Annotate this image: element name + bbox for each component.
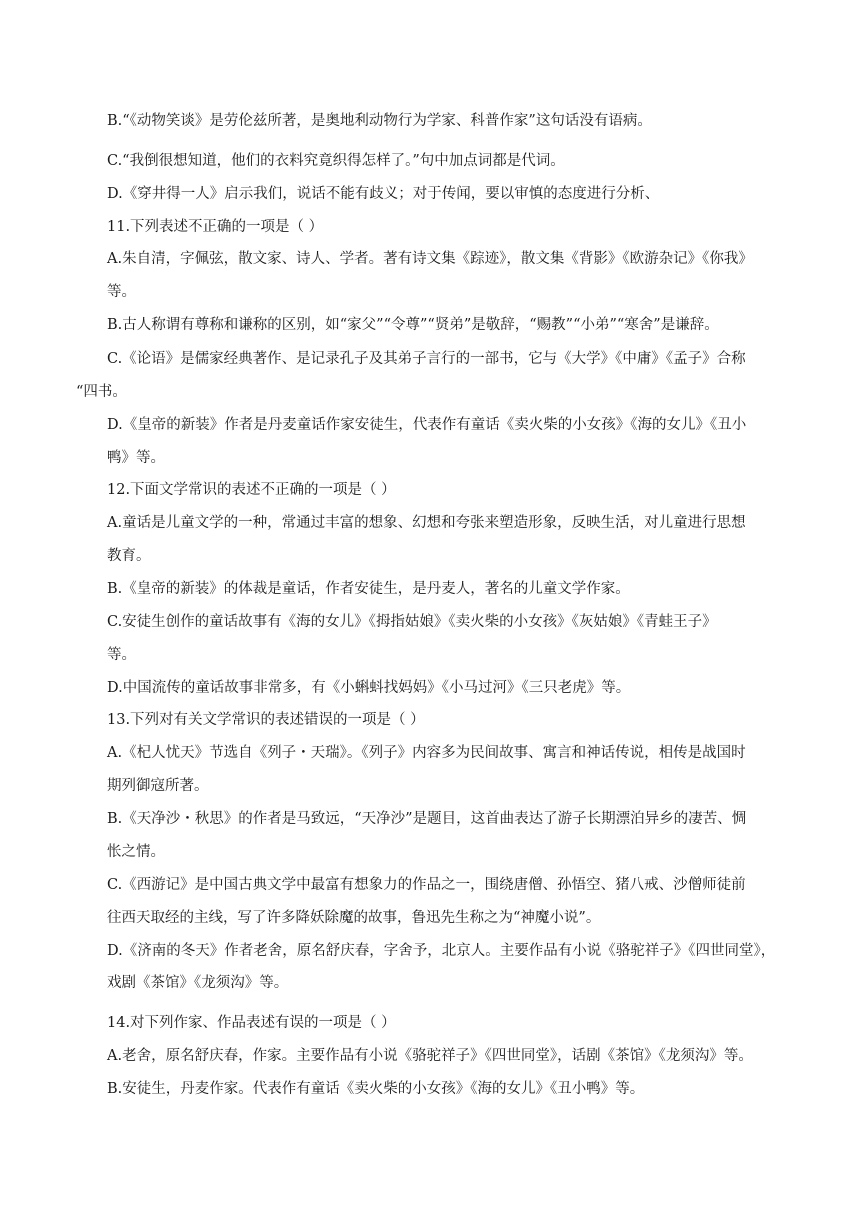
q11-option-b: B.古人称谓有尊称和谦称的区别，如“家父”“令尊”“贤弟”是敬辞，“赐教”“小弟”“寒舍”是谦辞。: [107, 317, 719, 333]
q13-option-d-line1: D.《济南的冬天》作者老舍，原名舒庆春，字舍予，北京人。主要作品有小说《骆驼祥子》《四世同堂》，: [107, 943, 776, 959]
q12-option-b: B.《皇帝的新装》的体裁是童话，作者安徒生，是丹麦人，著名的儿童文学作家。: [107, 581, 630, 597]
q11-option-d-line1: D.《皇帝的新装》作者是丹麦童话作家安徒生，代表作有童话《卖火柴的小女孩》《海的女儿》《丑小: [107, 417, 747, 433]
q12-option-a-line1: A.童话是儿童文学的一种，常通过丰富的想象、幻想和夸张来塑造形象，反映生活，对儿童进行思想: [107, 515, 746, 531]
question-14-title: 14.对下列作家、作品表述有误的一项是（ ）: [107, 1015, 396, 1031]
q11-option-a-line1: A.朱自清，字佩弦，散文家、诗人、学者。著有诗文集《踪迹》，散文集《背影》《欧游杂记》《你我》: [107, 251, 753, 267]
q13-option-a-line1: A.《杞人忧天》节选自《列子・天瑞》。《列子》内容多为民间故事、寓言和神话传说，相传是战国时: [107, 745, 746, 761]
question-13-title: 13.下列对有关文学常识的表述错误的一项是（ ）: [107, 712, 425, 728]
q13-option-a-line2: 期列御寇所著。: [107, 778, 209, 794]
text-line-option-c: C.“我倒很想知道，他们的衣料究竟织得怎样了。”句中加点词都是代词。: [107, 153, 565, 169]
q12-option-a-line2: 教育。: [107, 548, 151, 564]
q12-option-c-line1: C.安徒生创作的童话故事有《海的女儿》《拇指姑娘》《卖火柴的小女孩》《灰姑娘》《青蛙王子》: [107, 614, 717, 630]
text-line-option-b: B.“《动物笑谈》是劳伦兹所著，是奥地利动物行为学家、科普作家”这句话没有语病。: [107, 113, 652, 129]
q14-option-a: A.老舍，原名舒庆春，作家。主要作品有小说《骆驼祥子》《四世同堂》，话剧《茶馆》《龙须沟》等。: [107, 1048, 753, 1064]
q11-option-c-line2: “四书。: [76, 384, 127, 400]
q11-option-c-line1: C.《论语》是儒家经典著作、是记录孔子及其弟子言行的一部书，它与《大学》《中庸》《孟子》合称: [107, 351, 746, 367]
q13-option-d-line2: 戏剧《茶馆》《龙须沟》等。: [107, 975, 289, 991]
q13-option-c-line2: 往西天取经的主线，写了许多降妖除魔的故事，鲁迅先生称之为“神魔小说”。: [107, 910, 601, 926]
text-line-option-d: D.《穿井得一人》启示我们，说话不能有歧义；对于传闻，要以审慎的态度进行分析、: [107, 186, 660, 202]
q11-option-d-line2: 鸭》等。: [107, 450, 165, 466]
q11-option-a-line2: 等。: [107, 284, 136, 300]
q13-option-c-line1: C.《西游记》是中国古典文学中最富有想象力的作品之一，围绕唐僧、孙悟空、猪八戒、沙僧师徒前: [107, 877, 746, 893]
question-12-title: 12.下面文学常识的表述不正确的一项是（ ）: [107, 482, 396, 498]
q13-option-b-line2: 怅之情。: [107, 844, 165, 860]
q12-option-d: D.中国流传的童话故事非常多，有《小蝌蚪找妈妈》《小马过河》《三只老虎》等。: [107, 680, 631, 696]
question-11-title: 11.下列表述不正确的一项是（ ）: [107, 219, 324, 235]
q13-option-b-line1: B.《天净沙・秋思》的作者是马致远，“天净沙”是题目，这首曲表达了游子长期漂泊异乡的凄苦、惆: [107, 811, 747, 827]
q14-option-b: B.安徒生，丹麦作家。代表作有童话《卖火柴的小女孩》《海的女儿》《丑小鸭》等。: [107, 1081, 645, 1097]
q12-option-c-line2: 等。: [107, 647, 136, 663]
